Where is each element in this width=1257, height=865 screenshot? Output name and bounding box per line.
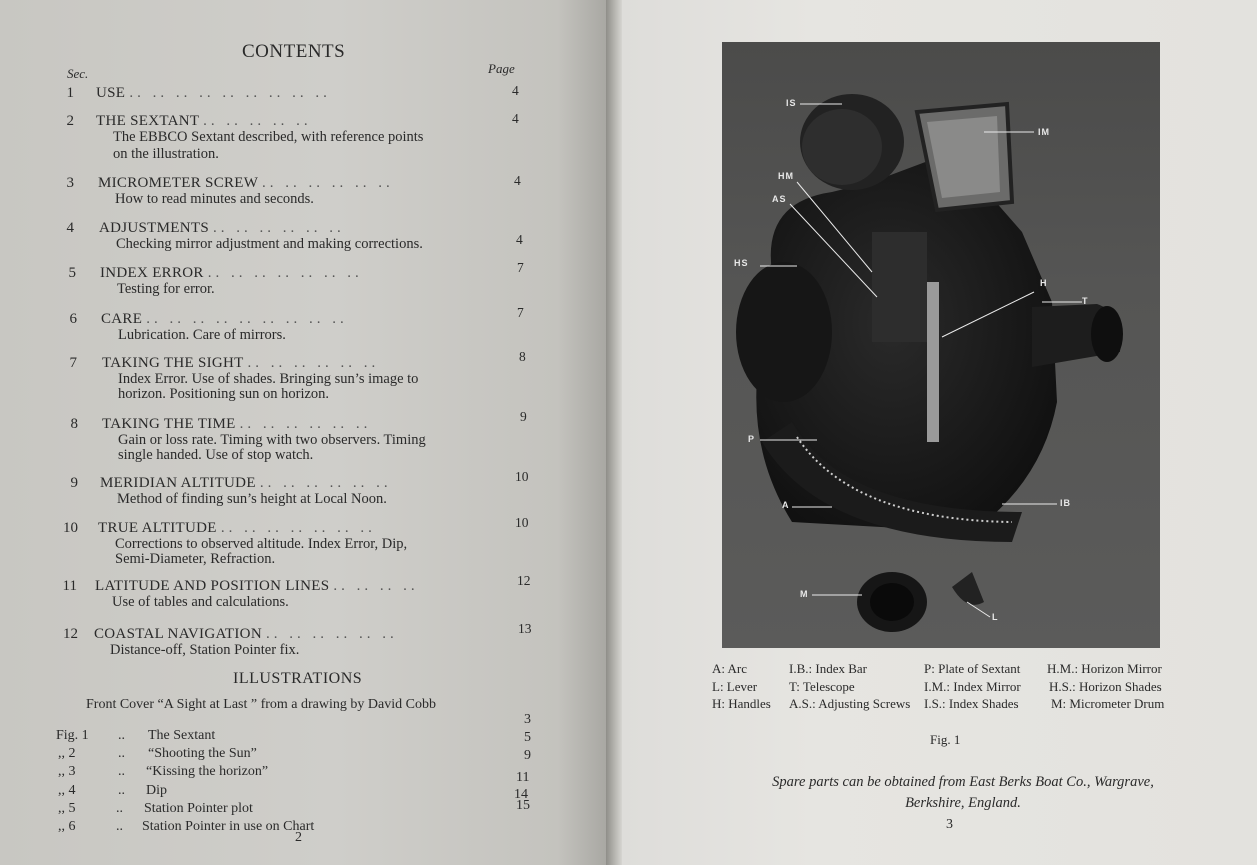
entry-description: Index Error. Use of shades. Bringing sun’s image to — [118, 371, 419, 387]
section-column-label: Sec. — [67, 66, 89, 81]
entry-description: Lubrication. Care of mirrors. — [118, 327, 286, 343]
legend-item: M: Micrometer Drum — [1051, 696, 1165, 711]
entry-number: 5 — [68, 265, 76, 281]
figure-label: ,, 2 — [58, 746, 76, 761]
entry-page: 4 — [512, 111, 519, 126]
callout-ib: IB — [1060, 498, 1071, 508]
entry-title: COASTAL NAVIGATION .. .. .. .. .. .. — [94, 626, 398, 642]
entry-title: TAKING THE TIME .. .. .. .. .. .. — [102, 416, 372, 432]
entry-number: 2 — [66, 113, 74, 129]
figure-page: 9 — [524, 748, 531, 763]
sextant-photo — [722, 42, 1160, 648]
horizon-mirror — [872, 232, 927, 342]
callout-is: IS — [786, 98, 797, 108]
entry-title: ADJUSTMENTS .. .. .. .. .. .. — [99, 220, 345, 236]
contents-entry — [56, 260, 526, 299]
entry-number: 4 — [66, 220, 74, 236]
entry-title: THE SEXTANT .. .. .. .. .. — [96, 113, 312, 129]
figure-row — [56, 712, 531, 745]
callout-t: T — [1082, 296, 1089, 306]
entry-title: CARE .. .. .. .. .. .. .. .. .. — [101, 311, 348, 327]
entry-description: Distance-off, Station Pointer fix. — [110, 642, 300, 658]
entry-title: MERIDIAN ALTITUDE .. .. .. .. .. .. — [100, 475, 392, 491]
figure-separator: .. — [118, 783, 125, 798]
contents-entry — [57, 305, 527, 345]
legend-item: P: Plate of Sextant — [924, 661, 1021, 676]
legend-item: I.B.: Index Bar — [789, 661, 867, 676]
contents-entry — [57, 349, 527, 405]
entry-title: USE .. .. .. .. .. .. .. .. .. — [96, 85, 331, 101]
figure-label: ,, 5 — [58, 801, 76, 816]
lever — [952, 572, 984, 605]
entry-title: LATITUDE AND POSITION LINES .. .. .. .. — [95, 578, 419, 594]
entry-description: Corrections to observed altitude. Index Error, Dip, — [115, 536, 408, 552]
figure-separator: .. — [116, 819, 123, 834]
callout-p: P — [748, 434, 756, 444]
entry-page: 4 — [516, 232, 523, 247]
left-page-number: 2 — [295, 830, 302, 845]
entry-page: 9 — [520, 409, 527, 424]
entry-number: 7 — [69, 355, 77, 371]
callout-hs: HS — [734, 258, 749, 268]
callout-h: H — [1040, 278, 1048, 288]
entry-description: Gain or loss rate. Timing with two observers. Timing — [118, 432, 426, 448]
callout-hm: HM — [778, 171, 794, 181]
entry-page: 12 — [517, 573, 531, 588]
legend-item: A.S.: Adjusting Screws — [789, 696, 911, 711]
contents-entry — [54, 113, 524, 163]
legend-item: H.M.: Horizon Mirror — [1047, 661, 1162, 676]
entry-page: 4 — [514, 173, 521, 188]
legend-item: H: Handles — [712, 696, 771, 711]
figure-page: 11 — [516, 770, 530, 785]
figure-label: ,, 6 — [58, 819, 76, 834]
legend-item: T: Telescope — [789, 679, 855, 694]
contents-entry — [54, 220, 524, 254]
entry-number: 1 — [66, 85, 74, 101]
figure-page: 3 — [524, 712, 531, 727]
legend-item: L: Lever — [712, 679, 758, 694]
figure-label: ,, 4 — [58, 783, 76, 798]
callout-a: A — [782, 500, 790, 510]
figure-label: ,, 3 — [58, 764, 76, 779]
callout-m: M — [800, 589, 809, 599]
entry-page: 10 — [515, 469, 529, 484]
figure-separator: .. — [118, 728, 125, 743]
entry-page: 4 — [512, 83, 519, 98]
spare-parts-note — [744, 772, 1182, 814]
contents-entry — [58, 621, 532, 660]
contents-entry — [57, 573, 531, 612]
legend-item: I.M.: Index Mirror — [924, 679, 1021, 694]
contents-entry — [54, 85, 524, 105]
figure-label: Fig. 1 — [56, 728, 89, 743]
entry-title: MICROMETER SCREW .. .. .. .. .. .. — [98, 175, 394, 191]
figure-title: “Shooting the Sun” — [148, 746, 257, 761]
entry-description: The EBBCO Sextant described, with reference points — [113, 129, 424, 145]
figure-title: Station Pointer in use on Chart — [142, 819, 315, 834]
entry-page: 7 — [517, 305, 524, 320]
legend-item: H.S.: Horizon Shades — [1049, 679, 1162, 694]
figure-page: 5 — [524, 730, 531, 745]
entry-number: 11 — [62, 578, 77, 594]
legend-item: I.S.: Index Shades — [924, 696, 1019, 711]
contents-entry — [58, 409, 528, 466]
figure-page: 14 — [514, 787, 528, 802]
entry-description: Method of finding sun’s height at Local Noon. — [117, 491, 387, 507]
entry-page: 10 — [515, 515, 529, 530]
contents-entry — [58, 469, 529, 509]
entry-description: Testing for error. — [117, 281, 215, 297]
entry-description: Checking mirror adjustment and making corrections. — [116, 236, 423, 252]
entry-description: single handed. Use of stop watch. — [118, 447, 314, 463]
horizon-shades — [736, 262, 832, 402]
entry-number: 10 — [63, 520, 78, 536]
entry-title: INDEX ERROR .. .. .. .. .. .. .. — [100, 265, 363, 281]
entry-title: TRUE ALTITUDE .. .. .. .. .. .. .. — [98, 520, 376, 536]
right-page-number: 3 — [946, 817, 953, 832]
entry-number: 12 — [63, 626, 78, 642]
contents-entry — [58, 515, 529, 570]
sextant-drawing — [722, 42, 1160, 648]
figure-page: 15 — [516, 798, 530, 813]
callout-l: L — [992, 612, 999, 622]
entry-title: TAKING THE SIGHT .. .. .. .. .. .. — [102, 355, 380, 371]
book-gutter — [606, 0, 622, 865]
entry-page: 7 — [517, 260, 524, 275]
entry-description: horizon. Positioning sun on horizon. — [118, 386, 330, 402]
entry-number: 6 — [69, 311, 77, 327]
callout-as: AS — [772, 194, 787, 204]
entry-number: 3 — [66, 175, 74, 191]
entry-description: Semi-Diameter, Refraction. — [115, 551, 276, 567]
figure-title: Dip — [146, 783, 167, 798]
entry-number: 9 — [70, 475, 78, 491]
figure-title: “Kissing the horizon” — [146, 764, 269, 779]
entry-page: 8 — [519, 349, 526, 364]
contents-heading: CONTENTS — [242, 41, 346, 62]
entry-page: 13 — [518, 621, 532, 636]
spare-parts-line-2: Berkshire, England. — [905, 795, 1021, 811]
callout-im: IM — [1038, 127, 1050, 137]
figure-separator: .. — [118, 746, 125, 761]
figure-title: The Sextant — [148, 728, 216, 743]
entry-description: on the illustration. — [113, 146, 219, 162]
front-cover-line: Front Cover “A Sight at Last ” from a drawing by David Cobb — [86, 697, 436, 712]
entry-description: Use of tables and calculations. — [112, 594, 289, 610]
entry-number: 8 — [70, 416, 78, 432]
figure-separator: .. — [118, 764, 125, 779]
entry-description: How to read minutes and seconds. — [115, 191, 314, 207]
figure-caption: Fig. 1 — [930, 732, 961, 747]
contents-entry — [54, 175, 524, 209]
page-column-label: Page — [488, 61, 515, 76]
illustrations-heading: ILLUSTRATIONS — [233, 670, 363, 687]
legend-item: A: Arc — [712, 661, 748, 676]
spare-parts-line-1: Spare parts can be obtained from East Berks Boat Co., Wargrave, — [772, 774, 1154, 790]
figure-title: Station Pointer plot — [144, 801, 253, 816]
figure-separator: .. — [116, 801, 123, 816]
